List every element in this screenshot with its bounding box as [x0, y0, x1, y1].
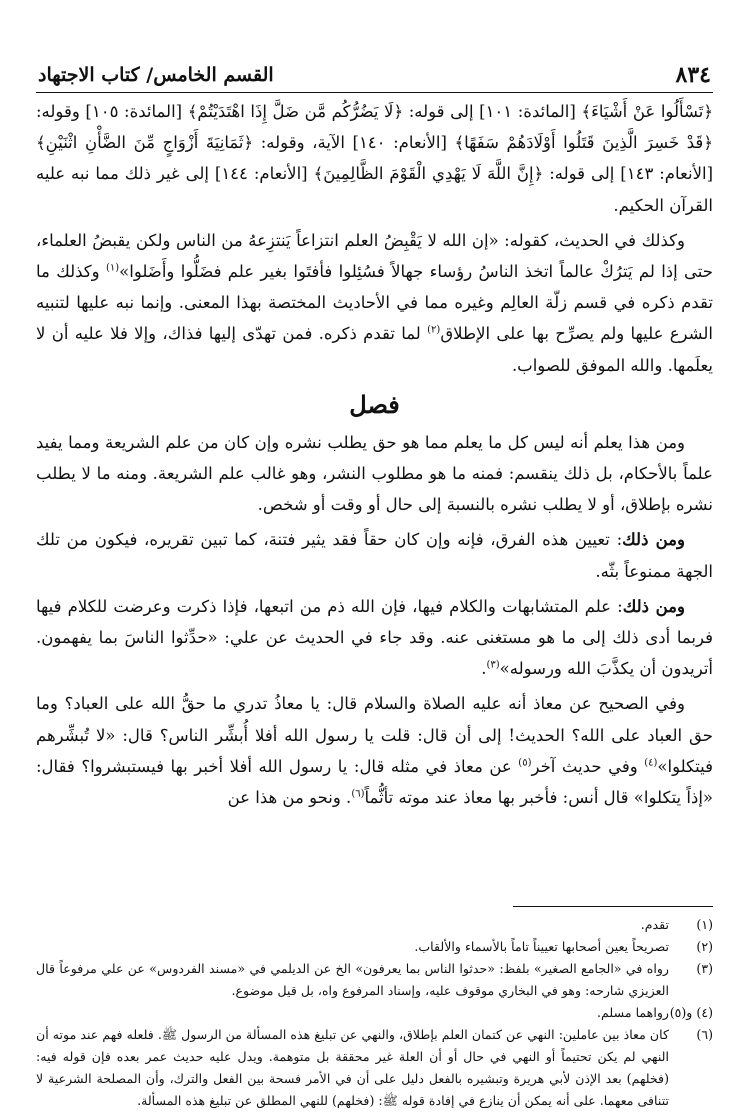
footnote-ref-5[interactable]: (٥) — [518, 757, 532, 769]
paragraph-sects — [36, 524, 713, 586]
paragraph-text: وفي حديث آخر — [531, 756, 645, 776]
footnote-ref-2[interactable]: (٢) — [427, 324, 441, 336]
paragraph-text: ومن هذا يعلم أنه ليس كل ما يعلم مما هو حق يطلب نشره وإن كان من علم الشريعة ومما يفيد علماً بالأحكام، بل ذلك ينقسم: فمنه ما هو مطلوب النشر، وهو غالب علم الشريعة. ومنه ما لا يطلب نشره بإطلاق، أو لا يطلب نشره بالنسبة إلى حال أو وقت أو شخص. — [36, 432, 713, 515]
page-header — [36, 60, 713, 93]
paragraph-quran-citations — [36, 96, 713, 221]
paragraph-text: عن معاذ في مثله قال: يا رسول الله أفلا أخبر بها فيستبشروا؟ فقال: «إذاً يتكلوا» قال أنس: فأخبر بها معاذ عند موته تأثُّماً — [36, 756, 713, 808]
paragraph-mutashabihat — [36, 591, 713, 685]
footnote — [36, 958, 713, 1002]
page-number: ٨٣٤ — [675, 62, 711, 88]
footnote-text: تصريحاً يعين أصحابها تعييناً تاماً بالأسماء والألقاب. — [414, 939, 669, 954]
paragraph-lead: ومن ذلك — [622, 596, 685, 616]
paragraph-text: . — [481, 659, 487, 679]
footnote — [36, 936, 713, 958]
paragraph-text: . ونحو من هذا عن — [227, 788, 352, 808]
paragraph-hadith — [36, 225, 713, 381]
footnote — [36, 914, 713, 936]
footnote-text: كان معاذ بين عاملين: النهي عن كتمان العلم بإطلاق، والنهي عن تبليغ هذه المسألة من الرسول ﷺ. فلعله فهم عند موته أن النهي لم يكن تحتيماً أو النهي في حال أو أن العلة غير محققة بل متوهمة. ويدل عليه حديث عمر بعده فإن قوله فيه: (فخلهم) بعد الإذن لأبي هريرة وتبشيره بالفعل دليل على أن في الأمر فسحة بين الفعل والترك، وأن المصلحة الشرعية لا تتنافى معهما. على أنه يمكن أن ينازع في إفادة قوله ﷺ: (فخلهم) للنهي المطلق عن تبليغ هذه المسألة. — [36, 1027, 669, 1108]
footnote-ref-6[interactable]: (٦) — [351, 788, 365, 800]
paragraph-text: وكذلك ما تقدم ذكره في قسم زلّة العالِم وغيره مما في الأحاديث المختصة بهذا المعنى. وإنما نبه عليها لتنبيه الشرع عليها ولم يصرِّح بها على الإطلاق — [36, 262, 713, 344]
footnote-number: (٦) — [696, 1027, 713, 1042]
paragraph-text: : علم المتشابهات والكلام فيها، فإن الله ذم من اتبعها، فإذا ذكرت وعرضت للكلام فيها فربما أدى ذلك إلى ما هو مستغنى عنه. وقد جاء في الحديث عن علي: «حدِّثوا الناسَ بما يفهمون. أتريدون أن يكذَّبَ الله ورسوله» — [36, 596, 713, 679]
footnote — [36, 1024, 713, 1112]
paragraph-division — [36, 427, 713, 521]
paragraph-text: ﴿تَسْأَلُوا عَنْ أَشْيَاءَ﴾ [المائدة: ١٠١] إلى قوله: ﴿لَا يَضُرُّكُم مَّن ضَلَّ إِذَا اهْتَدَيْتُمْ﴾ [المائدة: ١٠٥] وقوله: ﴿قَدْ خَسِرَ الَّذِينَ قَتَلُوا أَوْلَادَهُمْ سَفَهًا﴾ [الأنعام: ١٤٠] الآية، وقوله: ﴿ثَمَانِيَةَ أَزْوَاجٍ مِّنَ الضَّأْنِ اثْنَيْنِ﴾ [الأنعام: ١٤٣] إلى قوله: ﴿إِنَّ اللَّهَ لَا يَهْدِي الْقَوْمَ الظَّالِمِينَ﴾ [الأنعام: ١٤٤] إلى غير ذلك مما نبه عليه القرآن الحكيم. — [36, 102, 714, 215]
paragraph-text: وفي الصحيح عن معاذ أنه عليه الصلاة والسلام قال: يا معاذُ تدري ما حقُّ الله على العباد؟ وما حق العباد على الله؟ الحديث! إلى أن قال: قلت يا رسول الله أفلا أُبشِّر الناس؟ قال: «لا تُبشِّرهم فيتكلوا» — [36, 694, 714, 776]
paragraph-text: : تعيين هذه الفرق، فإنه وإن كان حقاً فقد يثير فتنة، كما تبين تقريره، فيكون من تلك الجهة ممنوعاً بثّه. — [36, 530, 713, 581]
footnote-text: رواهما مسلم. — [597, 1005, 669, 1020]
paragraph-lead: ومن ذلك — [622, 530, 685, 550]
paragraph-muadh — [36, 688, 713, 813]
footnote-divider — [513, 906, 713, 907]
footnote-number: (٤) و(٥) — [669, 1005, 713, 1020]
footnote-number: (١) — [696, 917, 713, 932]
footnote-ref-4[interactable]: (٤) — [644, 757, 658, 769]
footnote-text: تقدم. — [640, 917, 669, 932]
book-page — [36, 0, 714, 1108]
footnote-text: رواه في «الجامع الصغير» بلفظ: «حدثوا الناس بما يعرفون» الخ عن الديلمي في «مسند الفردوس» عن علي مرفوعاً قال العزيزي شارحه: وهو في البخاري موقوف عليه، وإسناد المرفوع واه، بل قيل موضوع. — [36, 961, 669, 998]
section-heading: فصل — [349, 389, 400, 419]
footnote-number: (٢) — [696, 939, 713, 954]
footnotes — [36, 914, 713, 1112]
paragraph-text: لما تقدم ذكره. فمن تهدّى إليها فذاك، وإلا فلا عليه أن لا يعلَمها. والله الموفق للصواب. — [36, 324, 713, 375]
footnote-ref-3[interactable]: (٣) — [486, 659, 500, 671]
footnote — [36, 1002, 713, 1024]
footnote-number: (٣) — [696, 961, 713, 976]
running-head: القسم الخامس/ كتاب الاجتهاد — [38, 64, 274, 86]
footnote-ref-1[interactable]: (١) — [105, 262, 120, 274]
body-text — [36, 96, 713, 813]
paragraph-text: وكذلك في الحديث، كقوله: «إن الله لا يَقْبِضُ العلم انتزاعاً يَنتزِعهُ من الناس ولكن يقبضُ العلماء، حتى إذا لم يَترُكْ عالماً اتخذ الناسُ رؤساء جهالاً فسُئِلوا فأفتَوا بغير علم فضَلُّوا وأَضَلوا» — [36, 230, 713, 282]
